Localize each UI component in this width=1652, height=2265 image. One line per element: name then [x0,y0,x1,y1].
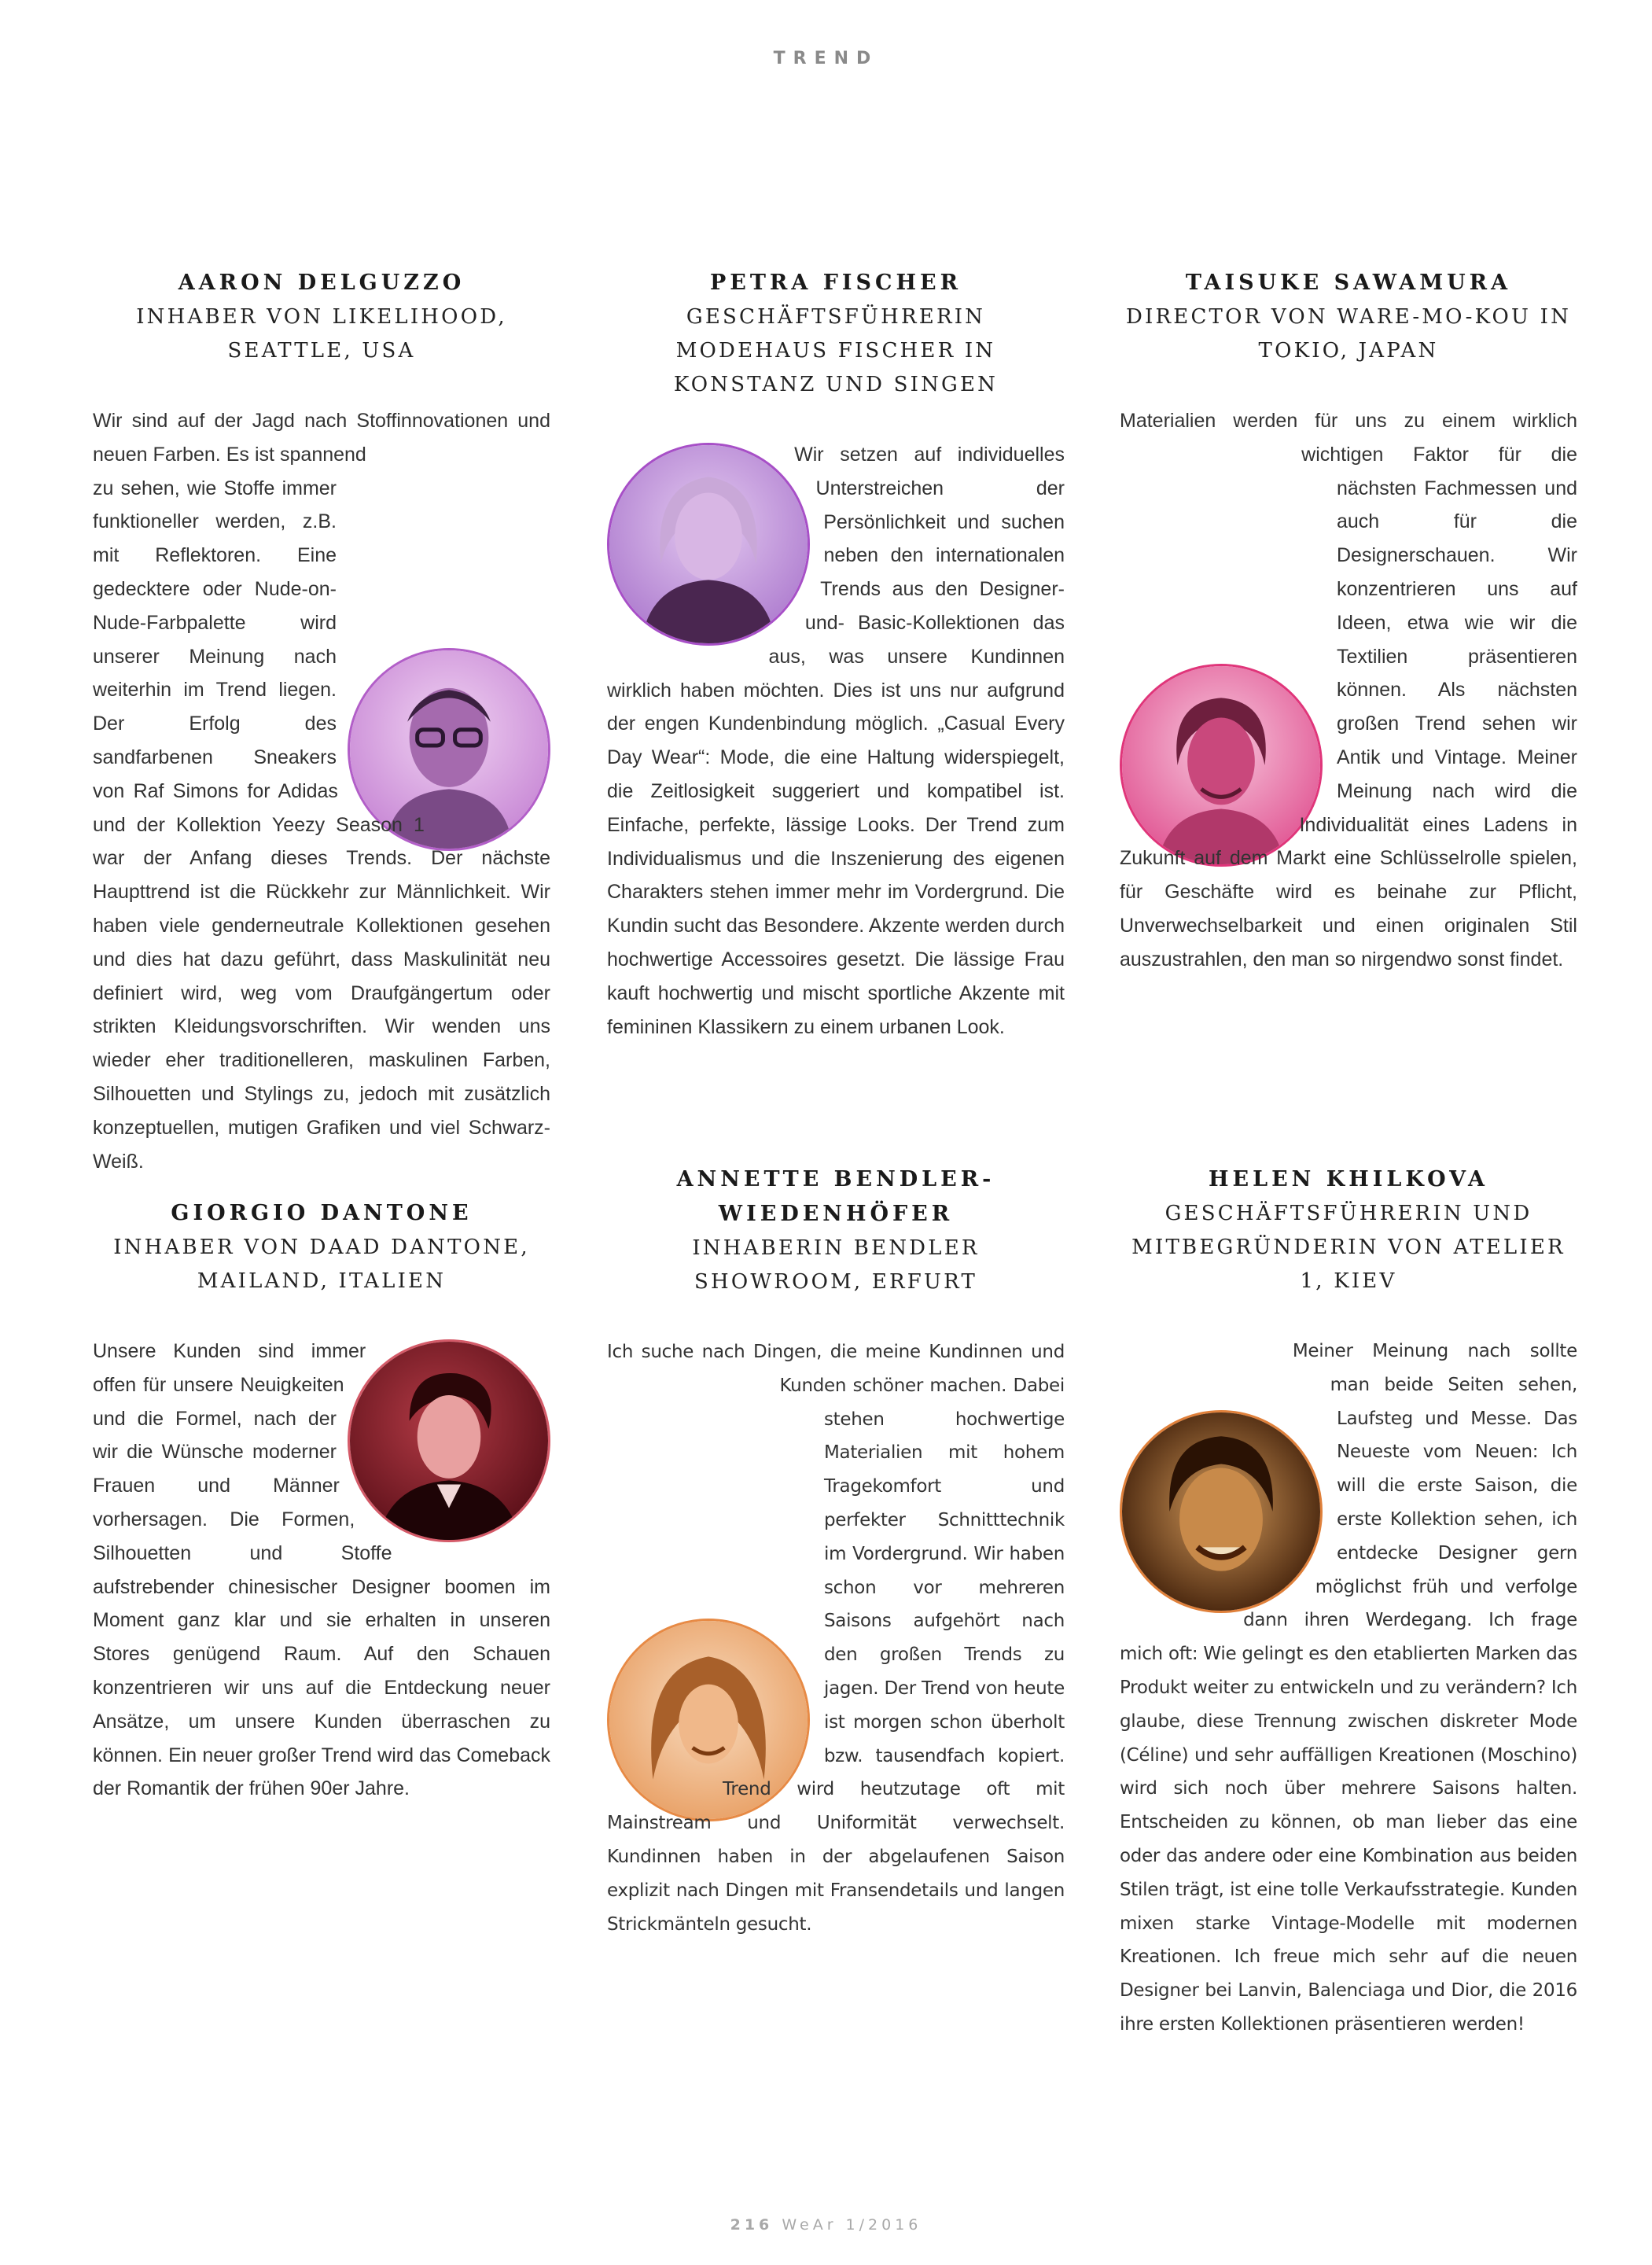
profile-text: Meiner Meinung nach sollte man beide Seiten sehen, Laufsteg und Messe. Das Neueste vom Neuen: Ich will die erste Saison, die erste Kollektion sehen, ich entdecke Designer gern möglichst früh und verfolge dann ihren Werdegang. Ich frage mich oft: Wie gelingt es den etablierten Marken das Produkt weiter zu entwickeln und zu verändern? Ich glaube, diese Trennung zwischen diskreter Mode (Céline) und sehr auffälligen Kreationen (Moschino) wird sich noch über mehrere Saisons halten. Entscheiden zu können, ob man lieber das eine oder das andere oder eine Kombination aus beiden Stilen trägt, ist eine tolle Verkaufsstrategie. Kunden mixen starke Vintage-Modelle mit modernen Kreationen. Ich freue mich sehr auf die neuen Designer bei Lanvin, Balenciaga und Dior, die 2016 ihre ersten Kollektionen präsentieren werden! [1120,1341,1577,2035]
profile-text-block [1120,404,1577,977]
profile-name: PETRA FISCHER [709,271,962,295]
profile-text-block [93,404,550,1178]
profile-text-block [93,1335,550,1806]
profile-name: AARON DELGUZZO [178,271,465,295]
page-number: 216 [730,2216,774,2234]
profile-heading [93,1196,550,1298]
profile-role: INHABERIN BENDLER SHOWROOM, ERFURT [692,1236,980,1294]
profile-annette-bendler-wiedenhoefer [607,1162,1065,1941]
profile-role: INHABER VON DAAD DANTONE, MAILAND, ITALIEN [113,1236,530,1293]
profile-role: GESCHÄFTSFÜHRERIN UND MITBEGRÜNDERIN VON ATELIER 1, KIEV [1131,1202,1566,1293]
profile-petra-fischer [607,266,1065,1044]
profile-text-block [1120,1335,1577,2042]
profile-name: ANNETTE BENDLER-WIEDENHÖFER [676,1167,995,1226]
profile-text: Wir sind auf der Jagd nach Stoffinnovationen und neuen Farben. Es ist spannend zu sehen, wie Stoffe immer funktioneller werden, z.B. mit Reflektoren. Eine gedecktere oder Nude-on-Nude-Farbpalette wird unserer Meinung nach weiterhin im Trend liegen. Der Erfolg des sandfarbenen Sneakers von Raf Simons for Adidas und der Kollektion Yeezy Season 1 war der Anfang dieses Trends. Der nächste Haupttrend ist die Rückkehr zur Männlichkeit. Wir haben viele genderneutrale Kollektionen gesehen und dies hat dazu geführt, dass Maskulinität neu definiert wird, weg vom Draufgängertum oder strikten Kleidungsvorschriften. Wir wenden uns wieder eher traditionelleren, maskulinen Farben, Silhouetten und Stylings zu, jedoch mit zusätzlich konzeptuellen, mutigen Grafiken und viel Schwarz-Weiß. [93,410,550,1173]
profile-name: HELEN KHILKOVA [1209,1167,1488,1191]
profile-heading [93,266,550,368]
section-header: TREND [773,49,879,68]
profile-text-block [607,438,1065,1044]
portrait-photo [1120,664,1323,867]
profile-taisuke-sawamura [1120,266,1577,977]
profile-text-block [607,1335,1065,1941]
profile-helen-khilkova [1120,1162,1577,2042]
profile-role: GESCHÄFTSFÜHRERIN MODEHAUS FISCHER IN KONSTANZ UND SINGEN [673,305,999,396]
profile-heading [1120,266,1577,368]
profile-heading [607,1162,1065,1299]
profile-role: INHABER VON LIKELIHOOD, SEATTLE, USA [136,305,507,363]
profile-role: DIRECTOR VON WARE-MO-KOU IN TOKIO, JAPAN [1125,305,1572,363]
portrait-photo [348,1339,550,1542]
profile-name: GIORGIO DANTONE [171,1201,473,1225]
profile-name: TAISUKE SAWAMURA [1185,271,1512,295]
profile-aaron-delguzzo [93,266,550,1178]
profile-text: Unsere Kunden sind immer offen für unsere Neuigkeiten und die Formel, nach der wir die Wünsche moderner Frauen und Männer vorhersagen. Die Formen, Silhouetten und Stoffe aufstrebender chinesischer Designer boomen im Moment ganz klar und sie erhalten in unseren Stores genügend Raum. Auf den Schauen konzentrieren wir uns auf die Entdeckung neuer Ansätze, um unsere Kunden überraschen zu können. Ein neuer großer Trend wird das Comeback der Romantik der frühen 90er Jahre. [93,1340,550,1800]
profile-heading [607,266,1065,402]
profile-text: Ich suche nach Dingen, die meine Kundinnen und Kunden schöner machen. Dabei stehen hochwertige Materialien mit hohem Tragekomfort und perfekter Schnitttechnik im Vordergrund. Wir haben schon vor mehreren Saisons aufgehört nach den großen Trends zu jagen. Der Trend von heute ist morgen schon überholt bzw. tausendfach kopiert. Trend wird heutzutage oft mit Mainstream und Uniformität verwechselt. Kundinnen haben in der abgelaufenen Saison explizit nach Dingen mit Fransendetails und langen Strickmänteln gesucht. [607,1342,1065,1935]
profile-heading [1120,1162,1577,1298]
profile-text: Wir setzen auf individuelles Unterstreichen der Persönlichkeit und suchen neben den internationalen Trends aus den Designer- und- Basic-Kollektionen das aus, was unsere Kundinnen wirklich haben möchten. Dies ist uns nur aufgrund der engen Kundenbindung möglich. „Casual Every Day Wear“: Mode, die eine Haltung widerspiegelt, die Zeitlosigkeit suggeriert und kompatibel ist. Einfache, perfekte, lässige Looks. Der Trend zum Individualismus und die Inszenierung des eigenen Charakters stehen immer mehr im Vordergrund. Die Kundin sucht das Besondere. Akzente werden durch hochwertige Accessoires gesetzt. Die lässige Frau kauft hochwertig und mischt sportliche Akzente mit femininen Klassikern zu einem urbanen Look. [607,444,1065,1038]
profile-text: Materialien werden für uns zu einem wirklich wichtigen Faktor für die nächsten Fachmessen und auch für die Designerschauen. Wir konzentrieren uns auf Ideen, etwa wie wir die Textilien präsentieren können. Als nächsten großen Trend sehen wir Antik und Vintage. Meiner Meinung nach wird die Individualität eines Ladens in Zukunft auf dem Markt eine Schlüsselrolle spielen, für Geschäfte wird es beinahe zur Pflicht, Unverwechselbarkeit und einen originalen Stil auszustrahlen, den man so nirgendwo sonst findet. [1120,410,1577,970]
portrait-photo [1120,1410,1323,1613]
profile-giorgio-dantone [93,1162,550,1806]
page-footer [0,2216,1652,2234]
magazine-issue: WeAr 1/2016 [782,2216,922,2234]
portrait-photo [607,443,810,646]
